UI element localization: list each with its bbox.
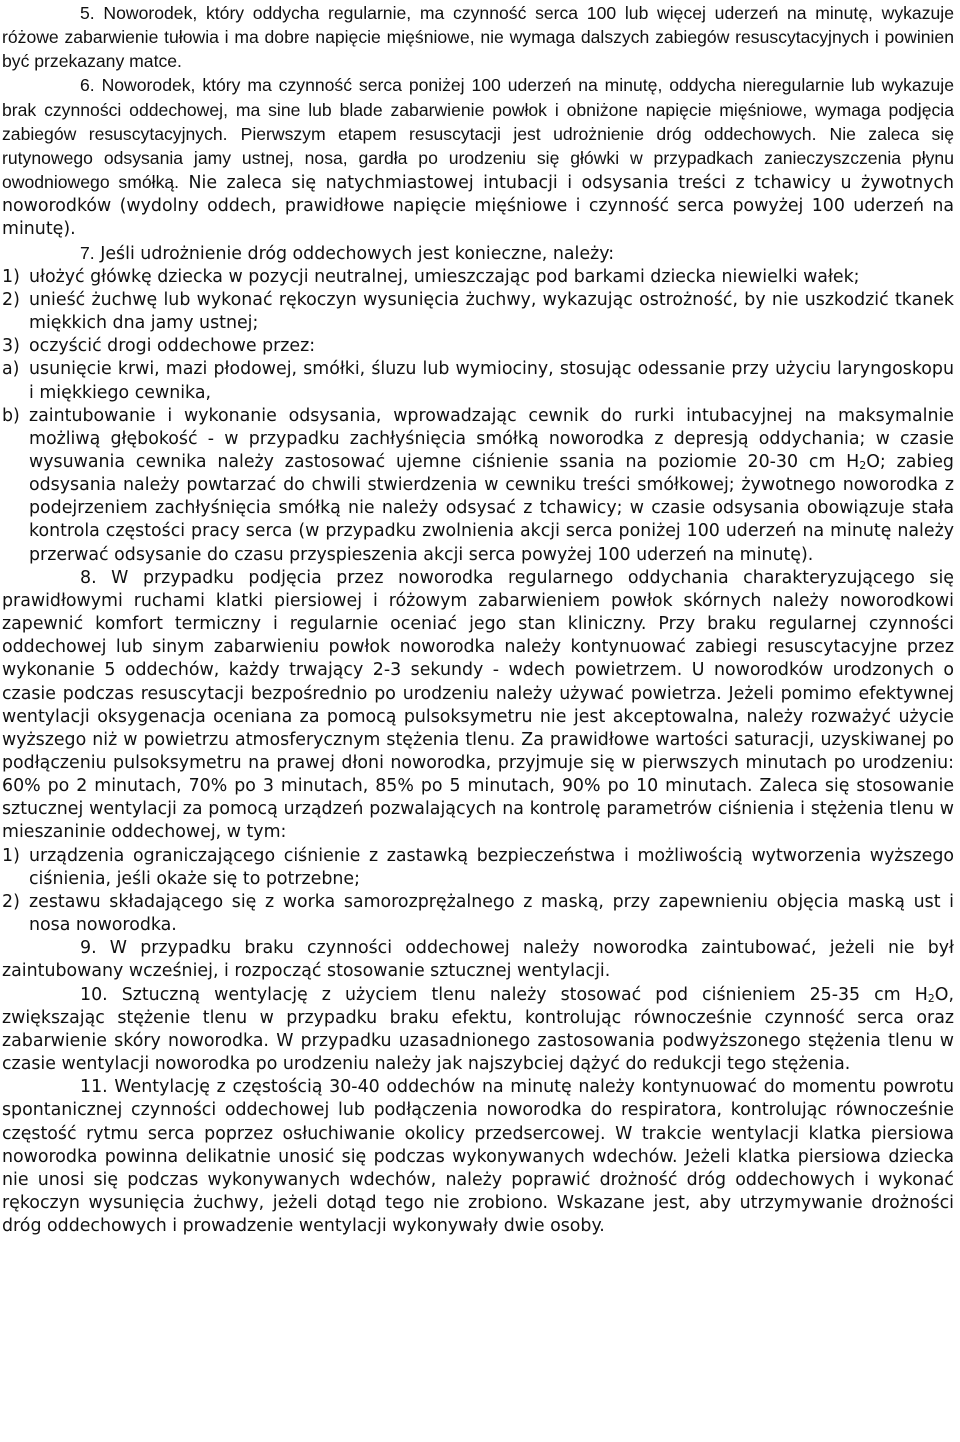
- paragraph-11-sentence-1: 11. Wentylację z częstością 30-40 oddechów na minutę należy kontynuować do momentu powrotu spontanicznej czynności oddechowej lub podłączenia noworodka do respiratora, kontrolując równocześnie częstość rytmu serca poprzez osłuchiwanie okolicy przedsercowej.: [2, 1077, 954, 1144]
- list-item-number: b): [2, 405, 20, 426]
- list-item-number: 1): [2, 266, 20, 287]
- list-item: [2, 335, 954, 358]
- paragraph-11-sentence-3: Jeżeli klatka piersiowa dziecka nie unosi się podczas wykonywanych wdechów, należy poprawić drożność dróg oddechowych i wykonać rękoczyn wysunięcia żuchwy, jeżeli dotąd tego nie zrobiono.: [2, 1146, 954, 1213]
- paragraph-6: [2, 74, 954, 241]
- paragraph-8: [2, 567, 954, 845]
- paragraph-6-sentence-3: Nie zaleca się rutynowego odsysania jamy ustnej, nosa, gardła po urodzeniu się główki w przypadkach zanieczyszczenia płynu owodniowego smółką.: [2, 123, 954, 193]
- list-item-number: 3): [2, 336, 20, 357]
- list-item: [2, 266, 954, 289]
- paragraph-8-sentence-6: Zaleca się stosowanie sztucznej wentylacji za pomocą urządzeń pozwalających na kontrolę parametrów ciśnienia i stężenia tlenu w mieszaninie oddechowej, w tym:: [2, 776, 955, 843]
- list-item: [2, 289, 954, 335]
- paragraph-5: [2, 2, 954, 74]
- paragraph-6-sentence-2: Pierwszym etapem resuscytacji jest udrożnienie dróg oddechowych.: [240, 123, 817, 144]
- paragraph-7-lead: Jeśli udrożnienie dróg oddechowych jest konieczne, należy:: [100, 243, 615, 264]
- paragraph-8-sentence-4: Jeżeli pomimo efektywnej wentylacji oksygenacja oceniana za pomocą pulsoksymetru nie jest akceptowalna, należy rozważyć użycie wyższego niż w powietrzu atmosferycznym stężenia tlenu.: [2, 683, 954, 750]
- list-item-text: [29, 405, 954, 567]
- list-item-text: urządzenia ograniczającego ciśnienie z zastawką bezpieczeństwa i możliwością wytworzenia wyższego ciśnienia, jeśli okaże się to potrzebne;: [29, 845, 954, 889]
- list-item: [2, 845, 954, 891]
- paragraph-8-sentence-5: Za prawidłowe wartości saturacji, uzyskiwanej po podłączeniu pulsoksymetru na prawej dłoni noworodka, przyjmuje się w pierwszych minutach po urodzeniu: 60% po 2 minutach, 70% po 3 minutach, 85% po 5 minutach, 90% po 10 minutach.: [2, 729, 954, 797]
- list-item-text: ułożyć główkę dziecka w pozycji neutralnej, umieszczając pod barkami dziecka niewielki wałek;: [29, 266, 860, 287]
- paragraph-7-number: 7.: [80, 242, 95, 263]
- list-item-number: 2): [2, 891, 20, 912]
- paragraph-10: [2, 984, 954, 1077]
- paragraph-7-intro: [2, 242, 954, 266]
- paragraph-9-text: 9. W przypadku braku czynności oddechowej należy noworodka zaintubować, jeżeli nie był zaintubowany wcześniej, i rozpocząć stosowanie sztucznej wentylacji.: [2, 938, 954, 982]
- list-item: [2, 891, 954, 937]
- paragraph-10-part-1: 10. Sztuczną wentylację z użyciem tlenu należy stosować pod ciśnieniem 25-35 cm H: [80, 984, 928, 1005]
- list-item-text-part-1: zaintubowanie i wykonanie odsysania, wprowadzając cewnik do rurki intubacyjnej na maksymalnie możliwą głębokość - w przypadku zachłyśnięcia smółką noworodka z depresją oddychania; w czasie wysuwania cewnika należy zastosować ujemne ciśnienie ssania na poziomie 20-30 cm H: [29, 405, 954, 472]
- list-item-text: zestawu składającego się z worka samorozprężalnego z maską, przy zapewnieniu objęcia maską ust i nosa noworodka.: [29, 891, 954, 936]
- paragraph-8-sentence-3: U noworodków urodzonych o czasie podczas resuscytacji bezpośrednio po urodzeniu należy używać powietrza.: [2, 660, 954, 704]
- subscript-2: 2: [859, 458, 867, 472]
- list-item-number: a): [2, 359, 20, 380]
- paragraph-8-sentence-2: Przy braku regularnej czynności oddechowej lub sinym zabarwieniu powłok noworodka należy kontynuować zabiegi resuscytacyjne przez wykonanie 5 oddechów, każdy trwający 2-3 sekundy - wdech powietrzem.: [2, 614, 954, 681]
- list-item-text-part-2: O; zabieg odsysania należy powtarzać do chwili stwierdzenia w cewniku treści smółkowej; żywotnego noworodka z podejrzeniem zachłyśnięcia smółką nie należy odsysać z tchawicy; w czasie odsysania obowiązuje stała kontrola częstości pracy serca (w przypadku zwolnienia akcji serca poniżej 100 uderzeń na minutę należy przerwać odsysanie do czasu przyspieszenia akcji serca powyżej 100 uderzeń na minutę).: [29, 451, 954, 565]
- paragraph-5-text: 5. Noworodek, który oddycha regularnie, ma czynność serca 100 lub więcej uderzeń na minutę, wykazuje różowe zabarwienie tułowia i ma dobre napięcie mięśniowe, nie wymaga dalszych zabiegów resuscytacyjnych i powinien być przekazany matce.: [2, 3, 954, 72]
- paragraph-11: [2, 1076, 954, 1238]
- paragraph-8-sentence-1: 8. W przypadku podjęcia przez noworodka regularnego oddychania charakteryzującego się prawidłowymi ruchami klatki piersiowej i różowym zabarwieniem powłok skórnych należy noworodkowi zapewnić komfort termiczny i regularnie oceniać jego stan kliniczny.: [2, 567, 954, 635]
- paragraph-11-sentence-2: W trakcie wentylacji klatka piersiowa noworodka powinna delikatnie unosić się podczas wykonywanych wdechów.: [2, 1123, 954, 1167]
- list-item-text: usunięcie krwi, mazi płodowej, smółki, śluzu lub wymiociny, stosując odessanie przy użyciu laryngoskopu i miękkiego cewnika,: [29, 359, 954, 403]
- list-item-number: 1): [2, 845, 20, 866]
- list-item-text: unieść żuchwę lub wykonać rękoczyn wysunięcia żuchwy, wykazując ostrożność, by nie uszkodzić tkanek miękkich dna jamy ustnej;: [29, 289, 954, 334]
- list-item-text: oczyścić drogi oddechowe przez:: [29, 336, 316, 357]
- subscript-2: 2: [927, 991, 935, 1005]
- paragraph-10-part-2: O, zwiększając stężenie tlenu w przypadku braku efektu, kontrolując równocześnie czynność serca oraz zabarwienie skóry noworodka.: [2, 984, 954, 1051]
- paragraph-11-sentence-4: Wskazane jest, aby utrzymywanie drożności dróg oddechowych i prowadzenie wentylacji wykonywały dwie osoby.: [2, 1192, 954, 1237]
- paragraph-10-sentence-2: W przypadku uzasadnionego zastosowania podwyższonego stężenia tlenu w czasie wentylacji noworodka po urodzeniu należy jak najszybciej dążyć do redukcji tego stężenia.: [2, 1030, 954, 1075]
- list-item: [2, 405, 954, 567]
- paragraph-6-sentence-4: Nie zaleca się natychmiastowej intubacji i odsysania treści z tchawicy u żywotnych noworodków (wydolny oddech, prawidłowe napięcie mięśniowe i czynność serca powyżej 100 uderzeń na minutę).: [2, 173, 954, 240]
- list-item: [2, 358, 954, 404]
- paragraph-6-sentence-1: 6. Noworodek, który ma czynność serca poniżej 100 uderzeń na minutę, oddycha nieregularnie lub wykazuje brak czynności oddechowej, ma sine lub blade zabarwienie powłok i obniżone napięcie mięśniowe, wymaga podjęcia zabiegów resuscytacyjnych.: [2, 75, 954, 144]
- list-item-number: 2): [2, 289, 20, 310]
- paragraph-9: [2, 937, 954, 983]
